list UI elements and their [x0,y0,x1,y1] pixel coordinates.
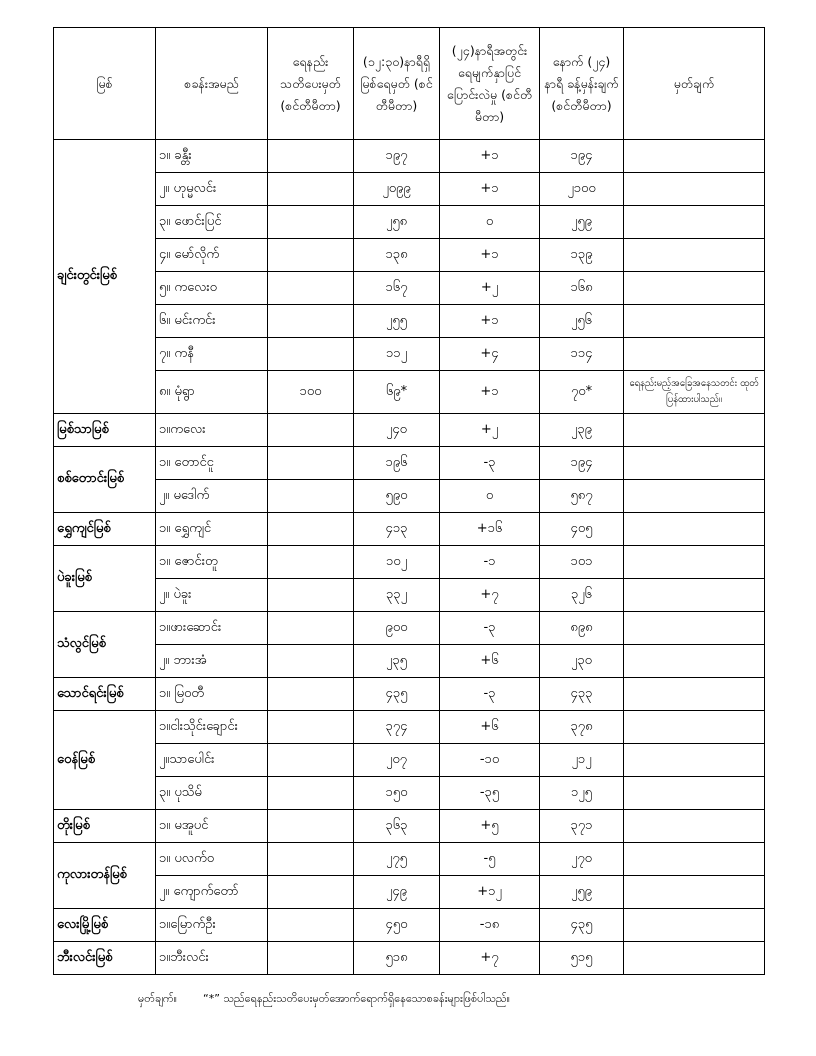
table-row [54,272,765,305]
change-cell: -၃ [440,678,540,711]
table-row [54,909,765,942]
danger-level-cell [268,173,354,206]
station-name-cell: ၁။ မအူပင် [156,810,268,843]
footnote-text: “*” သည်ရေနည်းသတိပေးမှတ်အောက်ရောက်ရှိနေသောစခန်းများဖြစ်ပါသည်။ [203,992,510,1005]
remark-cell [624,645,765,678]
water-level-cell: ၄၁၃ [354,513,440,546]
station-name-cell: ၁။ဖားဆောင်း [156,612,268,645]
forecast-cell: ၄၀၅ [540,513,624,546]
station-name-cell: ၂။ ကျောက်တော် [156,876,268,909]
river-name-cell: ဝေန်မြစ် [54,711,156,810]
danger-level-cell [268,909,354,942]
change-cell: +၆ [440,711,540,744]
danger-level-cell [268,447,354,480]
danger-level-cell [268,546,354,579]
change-cell: ၀ [440,480,540,513]
change-cell: +၁ [440,173,540,206]
change-cell: +၂ [440,414,540,447]
remark-cell [624,909,765,942]
danger-level-cell [268,876,354,909]
water-level-cell: ၁၁၂ [354,338,440,371]
forecast-cell: ၁၀၁ [540,546,624,579]
table-row [54,744,765,777]
table-row [54,810,765,843]
change-cell: +၁ [440,239,540,272]
forecast-cell: ၁၃၉ [540,239,624,272]
water-level-cell: ၂၀၉၉ [354,173,440,206]
river-name-cell: ချင်းတွင်းမြစ် [54,140,156,414]
change-cell: -၁၈ [440,909,540,942]
remark-cell [624,513,765,546]
station-name-cell: ၇။ ကနီ [156,338,268,371]
remark-cell [624,579,765,612]
remark-cell [624,206,765,239]
remark-cell [624,744,765,777]
water-level-cell: ၂၅၅ [354,305,440,338]
header-river: မြစ် [54,28,156,140]
station-name-cell: ၄။ မော်လိုက် [156,239,268,272]
station-name-cell: ၂။ ပဲခူး [156,579,268,612]
table-body [54,140,765,975]
forecast-cell: ၅၈၇ [540,480,624,513]
river-name-cell: တိုးမြစ် [54,810,156,843]
remark-cell [624,239,765,272]
table-row [54,876,765,909]
forecast-cell: ၄၃၅ [540,909,624,942]
footnote-label: မှတ်ချက်။ [138,992,178,1005]
water-level-cell: ၃၇၄ [354,711,440,744]
table-row [54,305,765,338]
table-row [54,546,765,579]
station-name-cell: ၂။ ဘားအံ [156,645,268,678]
forecast-cell: ၅၁၅ [540,942,624,975]
remark-cell [624,546,765,579]
change-cell: +၄ [440,338,540,371]
remark-cell [624,414,765,447]
forecast-cell: ၂၇၀ [540,843,624,876]
water-level-cell: ၁၅၀ [354,777,440,810]
water-level-cell: ၄၃၅ [354,678,440,711]
danger-level-cell [268,612,354,645]
header-recorded-level: (၁၂:၃၀)နာရီရှိ မြစ်ရေမှတ် (စင်တီမီတာ) [354,28,440,140]
table-row [54,173,765,206]
change-cell: -၃ [440,612,540,645]
header-row [54,28,765,140]
water-level-cell: ၂၃၅ [354,645,440,678]
table-row [54,447,765,480]
river-level-table [53,27,765,975]
danger-level-cell [268,338,354,371]
table-row [54,942,765,975]
station-name-cell: ၁။ ရွှေကျင် [156,513,268,546]
river-name-cell: လေးမြို့မြစ် [54,909,156,942]
water-level-cell: ၁၃၈ [354,239,440,272]
station-name-cell: ၁။ငါးသိုင်းချောင်း [156,711,268,744]
remark-cell [624,711,765,744]
table-row [54,579,765,612]
header-remark: မှတ်ချက် [624,28,765,140]
water-level-cell: ၅၉၀ [354,480,440,513]
change-cell: -၁၀ [440,744,540,777]
forecast-cell: ၂၁၀၀ [540,173,624,206]
river-name-cell: ဘီးလင်းမြစ် [54,942,156,975]
remark-cell [624,272,765,305]
forecast-cell: ၃၂၆ [540,579,624,612]
station-name-cell: ၁။ ဇောင်းတူ [156,546,268,579]
river-name-cell: သောင်ရင်းမြစ် [54,678,156,711]
forecast-cell: ၃၇၁ [540,810,624,843]
remark-cell [624,810,765,843]
station-name-cell: ၁။ကလေး [156,414,268,447]
station-name-cell: ၁။ ခန္တီး [156,140,268,173]
danger-level-cell: ၁၀၀ [268,371,354,414]
station-name-cell: ၁။ဘီးလင်း [156,942,268,975]
table-row [54,711,765,744]
water-level-cell: ၂၄၉ [354,876,440,909]
danger-level-cell [268,810,354,843]
forecast-cell: ၁၉၄ [540,140,624,173]
water-level-cell: ၉၀၀ [354,612,440,645]
remark-cell [624,338,765,371]
water-level-cell: ၆၉* [354,371,440,414]
change-cell: -၃ [440,447,540,480]
table-row [54,414,765,447]
danger-level-cell [268,645,354,678]
remark-cell [624,876,765,909]
forecast-cell: ၂၃၀ [540,645,624,678]
river-name-cell: ကုလားတန်မြစ် [54,843,156,909]
danger-level-cell [268,206,354,239]
danger-level-cell [268,140,354,173]
change-cell: +၂ [440,272,540,305]
remark-cell [624,777,765,810]
danger-level-cell [268,678,354,711]
change-cell: +၁၆ [440,513,540,546]
change-cell: +၇ [440,579,540,612]
water-level-cell: ၂၄၀ [354,414,440,447]
station-name-cell: ၈။ မုံရွာ [156,371,268,414]
remark-cell [624,480,765,513]
danger-level-cell [268,942,354,975]
forecast-cell: ၂၁၂ [540,744,624,777]
danger-level-cell [268,480,354,513]
river-name-cell: စစ်တောင်းမြစ် [54,447,156,513]
danger-level-cell [268,744,354,777]
table-row [54,239,765,272]
danger-level-cell [268,239,354,272]
forecast-cell: ၃၇၈ [540,711,624,744]
change-cell: +၁ [440,371,540,414]
table-row [54,206,765,239]
danger-level-cell [268,513,354,546]
table-row [54,612,765,645]
forecast-cell: ၂၃၉ [540,414,624,447]
table-row [54,480,765,513]
table-row [54,843,765,876]
danger-level-cell [268,579,354,612]
station-name-cell: ၂။ မဒေါက် [156,480,268,513]
water-level-cell: ၁၆၇ [354,272,440,305]
change-cell: -၁ [440,546,540,579]
station-name-cell: ၅။ ကလေးဝ [156,272,268,305]
danger-level-cell [268,272,354,305]
remark-cell [624,678,765,711]
change-cell: -၅ [440,843,540,876]
forecast-cell: ၁၂၅ [540,777,624,810]
table-row [54,777,765,810]
station-name-cell: ၁။မြောက်ဦး [156,909,268,942]
table-row [54,513,765,546]
forecast-cell: ၂၅၆ [540,305,624,338]
forecast-cell: ၁၉၄ [540,447,624,480]
station-name-cell: ၂။သာပေါင်း [156,744,268,777]
change-cell: +၁၂ [440,876,540,909]
danger-level-cell [268,305,354,338]
forecast-cell: ၇၀* [540,371,624,414]
station-name-cell: ၁။ ပလက်ဝ [156,843,268,876]
remark-cell [624,843,765,876]
water-level-cell: ၁၉၆ [354,447,440,480]
river-name-cell: ရွှေကျင်မြစ် [54,513,156,546]
remark-cell [624,140,765,173]
river-name-cell: သံလွင်မြစ် [54,612,156,678]
water-level-cell: ၃၆၃ [354,810,440,843]
change-cell: ၀ [440,206,540,239]
danger-level-cell [268,843,354,876]
danger-level-cell [268,711,354,744]
station-name-cell: ၁။ မြဝတီ [156,678,268,711]
table-row [54,140,765,173]
remark-cell [624,305,765,338]
footnote [138,992,510,1008]
header-24h-change: (၂၄)နာရီအတွင်း ရေမျက်နှာပြင် ပြောင်းလဲမှု (စင်တီမီတာ) [440,28,540,140]
station-name-cell: ၂။ ဟုမ္မလင်း [156,173,268,206]
forecast-cell: ၁၁၄ [540,338,624,371]
river-name-cell: မြစ်သာမြစ် [54,414,156,447]
table-row [54,338,765,371]
station-name-cell: ၃။ ပုသိမ် [156,777,268,810]
change-cell: +၁ [440,305,540,338]
forecast-cell: ၈၉၈ [540,612,624,645]
danger-level-cell [268,777,354,810]
header-station: စခန်းအမည် [156,28,268,140]
remark-cell [624,942,765,975]
remark-cell [624,612,765,645]
change-cell: +၅ [440,810,540,843]
forecast-cell: ၂၅၉ [540,206,624,239]
change-cell: +၁ [440,140,540,173]
danger-level-cell [268,414,354,447]
table-row [54,645,765,678]
change-cell: +၇ [440,942,540,975]
station-name-cell: ၃။ ဖောင်းပြင် [156,206,268,239]
change-cell: -၃၅ [440,777,540,810]
remark-cell: ရေနည်းမည့်အခြေအနေသတင်း ထုတ်ပြန်ထားပါသည်။ [624,371,765,414]
header-danger-level: ရေနည်း သတိပေးမှတ် (စင်တီမီတာ) [268,28,354,140]
change-cell: +၆ [440,645,540,678]
table-row [54,371,765,414]
station-name-cell: ၆။ မင်းကင်း [156,305,268,338]
water-level-cell: ၃၃၂ [354,579,440,612]
water-level-cell: ၂၇၅ [354,843,440,876]
remark-cell [624,447,765,480]
water-level-cell: ၂၅၈ [354,206,440,239]
water-level-cell: ၁၉၇ [354,140,440,173]
water-level-cell: ၁၀၂ [354,546,440,579]
header-forecast: နောက် (၂၄) နာရီ ခန့်မှန်းချက် (စင်တီမီတာ) [540,28,624,140]
forecast-cell: ၂၅၉ [540,876,624,909]
forecast-cell: ၄၃၃ [540,678,624,711]
water-level-cell: ၄၅၀ [354,909,440,942]
station-name-cell: ၁။ တောင်ငူ [156,447,268,480]
water-level-cell: ၂၀၇ [354,744,440,777]
river-name-cell: ပဲခူးမြစ် [54,546,156,612]
remark-cell [624,173,765,206]
table-row [54,678,765,711]
water-level-cell: ၅၁၈ [354,942,440,975]
forecast-cell: ၁၆၈ [540,272,624,305]
